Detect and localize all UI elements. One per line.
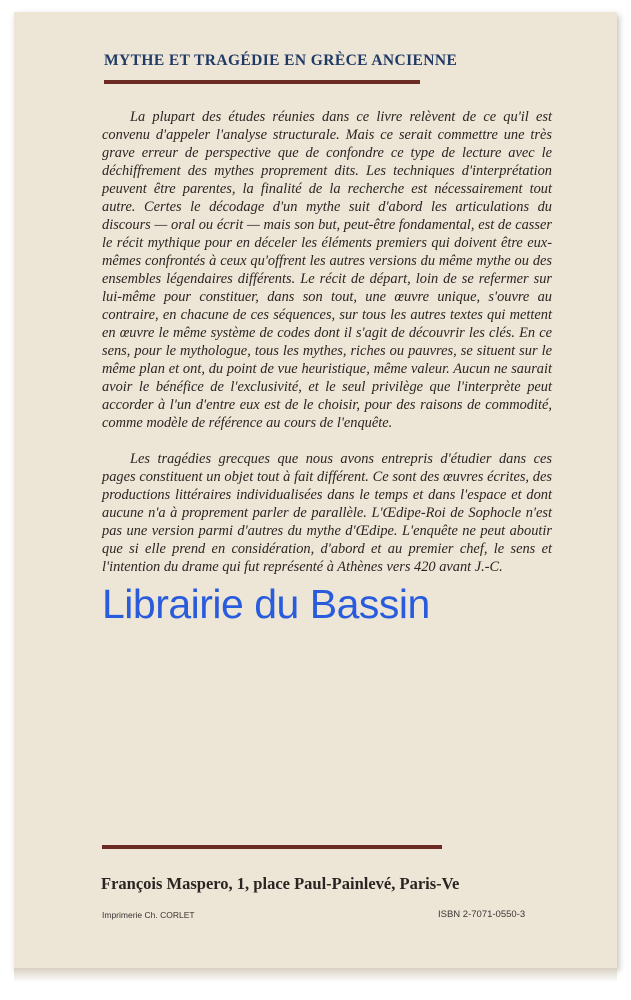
bookseller-watermark: Librairie du Bassin — [102, 581, 430, 627]
top-rule — [104, 80, 420, 84]
publisher-address: François Maspero, 1, place Paul-Painlevé, Paris-Ve — [101, 874, 460, 893]
bottom-rule — [102, 845, 442, 849]
isbn-number: ISBN 2-7071-0550-3 — [438, 909, 526, 920]
blurb-paragraph-2: Les tragédies grecques que nous avons entrepris d'étudier dans ces pages constituent un objet tout à fait différent. Ce sont des œuvres écrites, des productions littéraires individualisées dans le temps et dans l'espace et dont aucune n'a à proprement parler de parallèle. L'Œdipe-Roi de Sophocle n'est pas une version parmi d'autres du mythe d'Œdipe. L'enquête ne peut aboutir que si elle prend en considération, d'abord et au premier chef, le sens et l'intention du drame qui fut représenté à Athènes vers 420 avant J.-C. — [102, 451, 552, 575]
cover-edge — [14, 968, 617, 982]
book-title: MYTHE ET TRAGÉDIE EN GRÈCE ANCIENNE — [104, 52, 458, 69]
blurb-text — [102, 108, 552, 576]
blurb-paragraph-1: La plupart des études réunies dans ce livre relèvent de ce qu'il est convenu d'appeler l'analyse structurale. Mais ce serait commettre une très grave erreur de perspective que de confondre ce type de lecture avec le déchiffrement des mythes proprement dits. Les techniques d'interprétation peuvent être parentes, la finalité de la recherche est nécessairement tout autre. Certes le décodage d'un mythe suit d'abord les articulations du discours — oral ou écrit — mais son but, peut-être fondamental, est de casser le récit mythique pour en déceler les éléments premiers qui doivent être eux-mêmes confrontés à ceux qu'offrent les autres versions du même mythe ou des ensembles légendaires différents. Le récit de départ, loin de se refermer sur lui-même pour constituer, dans son tout, une œuvre unique, s'ouvre au contraire, en chacune de ces séquences, sur tous les autres textes qui mettent en œuvre le même système de codes dont il s'agit de découvrir les clés. En ce sens, pour le mythologue, tous les mythes, riches ou pauvres, se situent sur le même plan et ont, du point de vue heuristique, même valeur. Aucun ne saurait avoir le bénéfice de l'exclusivité, et le seul privilège que l'interprète peut accorder à l'un d'entre eux est de le choisir, pour des raisons de commodité, comme modèle de référence au cours de l'enquête. — [102, 109, 552, 431]
printer-credit: Imprimerie Ch. CORLET — [102, 910, 195, 920]
